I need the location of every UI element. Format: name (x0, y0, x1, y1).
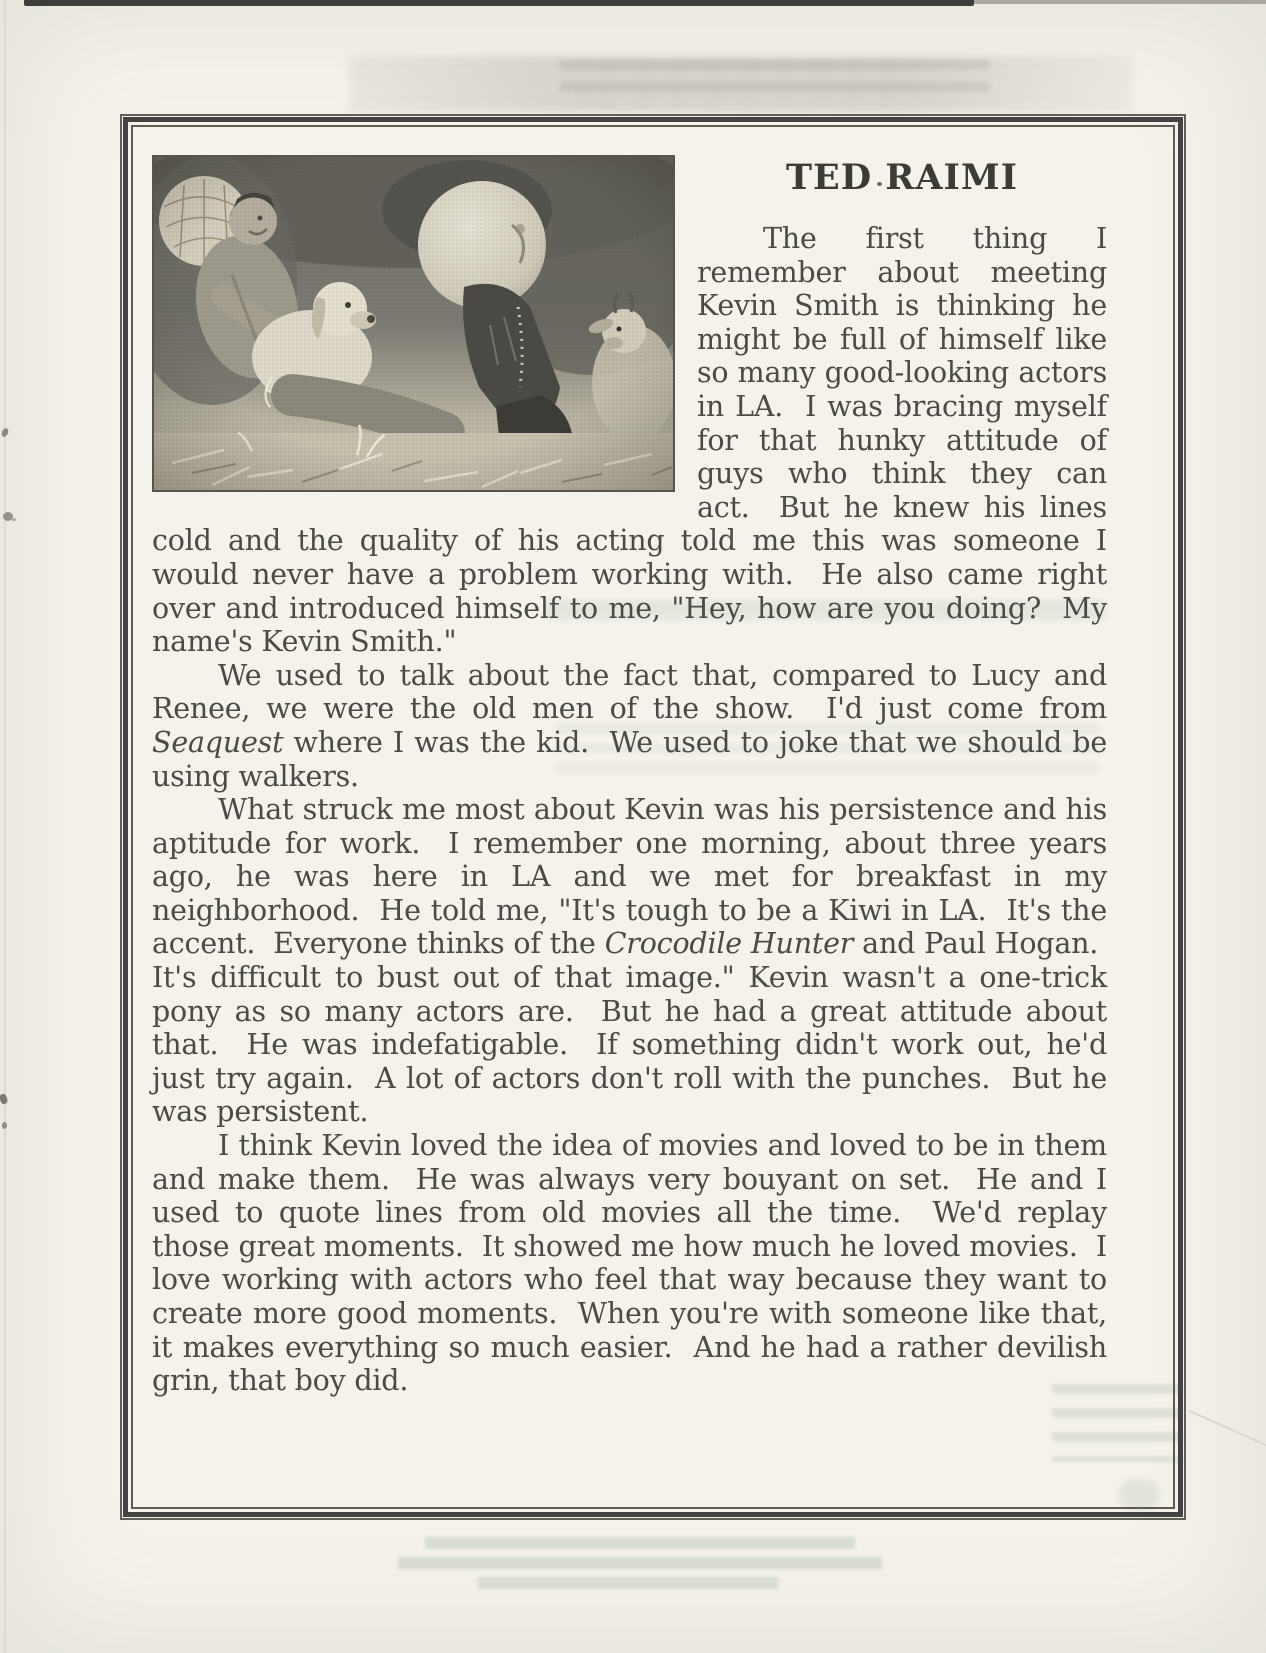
paragraph-text: where I was the kid. We used to joke that we should be using walkers. (152, 725, 1107, 793)
italic-title-seaquest: Seaquest (152, 725, 284, 759)
bleed-through-smudge (560, 60, 990, 104)
scan-edge-artifact (4, 0, 6, 1653)
article-border-frame-inner (131, 125, 1175, 1509)
article-border-frame (120, 114, 1186, 1520)
article-paragraph-3 (152, 793, 1107, 1129)
article-paragraph-2 (152, 659, 1107, 793)
ink-speck (0, 1093, 8, 1105)
ink-speck (2, 1122, 7, 1129)
italic-title-crocodile-hunter: Crocodile Hunter (604, 927, 854, 961)
bleed-through-smudge (398, 1557, 882, 1569)
bleed-through-smudge (478, 1577, 778, 1589)
paper-crease (1188, 1410, 1266, 1448)
article-border-frame-mid (123, 117, 1183, 1517)
scan-edge-artifact (24, 0, 974, 6)
paragraph-text: and Paul Hogan. It's difficult to bust out of that image." Kevin wasn't a one-trick pony as so many actors are. But he had a great attitude about that. He was indefatigable. If something didn't work out, he'd just try again. A lot of actors don't roll with the punches. But he was persistent. (152, 927, 1107, 1129)
article-title: TED RAIMI (786, 157, 1018, 198)
scan-edge-artifact (974, 0, 1266, 4)
bleed-through-smudge (350, 56, 1132, 112)
bleed-through-smudge (425, 1537, 855, 1549)
photo-illustration (152, 155, 675, 492)
paragraph-text: I think Kevin loved the idea of movies and loved to be in them and make them. He was always very bouyant on set. He and I used to quote lines from old movies all the time. We'd replay those great moments. It showed me how much he loved movies. I love working with actors who feel that way because they want to create more good moments. When you're with someone like that, it makes everything so much easier. And he had a rather devilish grin, that boy did. (152, 1129, 1107, 1398)
article-content (133, 127, 1173, 1507)
article-paragraph-4 (152, 1129, 1107, 1398)
photo-ted-raimi-with-dog-scene (152, 155, 675, 492)
ink-speck (0, 427, 9, 438)
binding-hole-mark (3, 512, 13, 521)
paragraph-text: What struck me most about Kevin was his persistence and his aptitude for work. I remember one morning, about three years ago, he was here in LA and we met for breakfast in my neighborhood. He told me, "It's tough to be a Kiwi in LA. It's the accent. Everyone thinks of the (152, 793, 1107, 961)
paragraph-text: The first thing I remember about meeting Kevin Smith is thinking he might be full of himself like so many good-looking actors in LA. I was bracing myself for that hunky attitude of guys who think they can act. But he knew his lines cold and the quality of his acting told me this was someone I would never have a problem working with. He also came right over and introduced himself to me, "Hey, how are you doing? My name's Kevin Smith." (152, 222, 1107, 659)
paragraph-text: We used to talk about the fact that, compared to Lucy and Renee, we were the old men of the show. I'd just come from (152, 658, 1107, 726)
